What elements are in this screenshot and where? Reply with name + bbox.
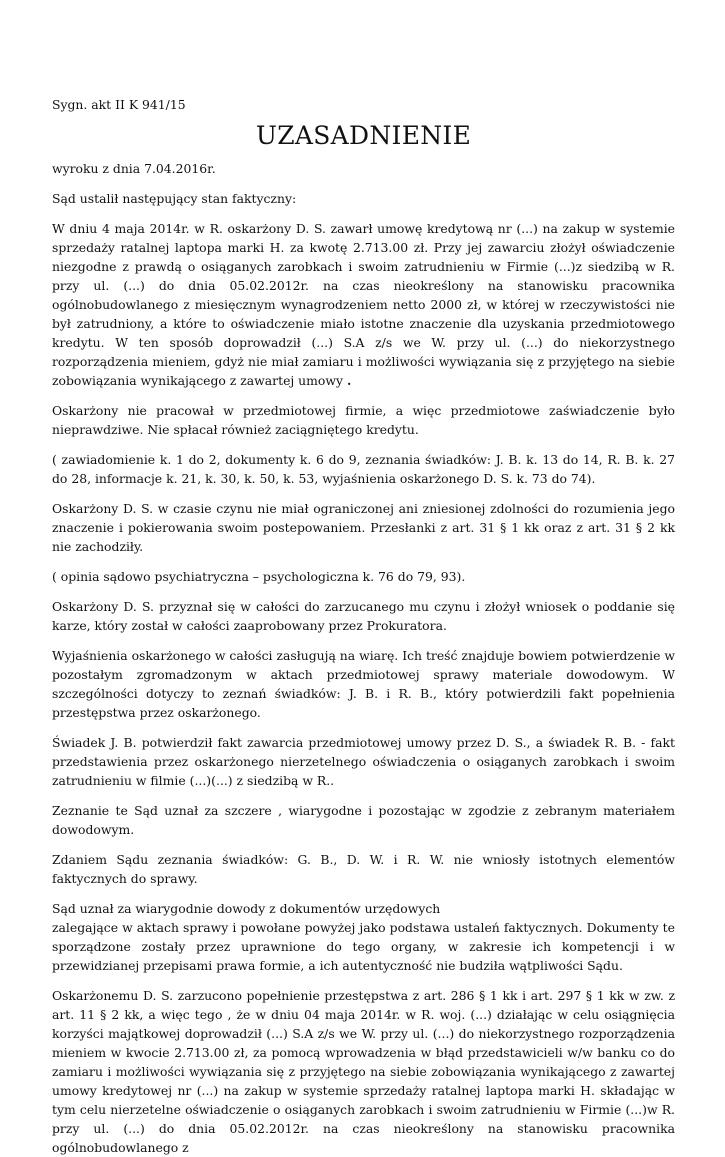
document-title: UZASADNIENIE (255, 121, 472, 150)
paragraph-witnesses: Świadek J. B. potwierdził fakt zawarcia przedmiotowej umowy przez D. S., a świadek R. B. - fakt przedstawienia przez oskarżonego nierzetelnego oświadczenia o osiąganych zarobkach i swoim zatrudnieniu w filmie (...)(...) z siedzibą w R.. (52, 735, 675, 788)
paragraph-charges: Oskarżonemu D. S. zarzucono popełnienie przestępstwa z art. 286 § 1 kk i art. 297 § 1 kk w zw. z art. 11 § 2 kk, a więc tego , że w dniu 04 maja 2014r. w R. woj. (...) działając w celu osiągnięcia korzyści majątkowej doprowadził (...) S.A z/s we W. przy ul. (...) do niekorzystnego rozporządzenia mieniem w kwocie 2.713.00 zł, za pomocą wprowadzenia w błąd przedstawicieli w/w banku co do zamiaru i możliwości wywiązania się z przyjętego na siebie zobowiązania wynikającego z zawartej umowy kredytowej nr (...) na zakup w systemie sprzedaży ratalnej laptopa marki H. składając w tym celu nierzetelne oświadczenie o osiąganych zarobkach i swoim zatrudnieniu w Firmie (...)w R. przy ul. (...) do dnia 05.02.2012r. na czas nieokreślony na stanowisku pracownika ogólnobudowlanego z (52, 988, 675, 1155)
paragraph-documents: zalegające w aktach sprawy i powołane powyżej jako podstawa ustaleń faktycznych. Dokumenty te sporządzone zostały przez uprawnione do tego organy, w zakresie ich kompetencji i w przewidzianej przepisami prawa formie, a ich autentyczność nie budziła wątpliwości Sądu. (52, 920, 675, 973)
case-signature: Sygn. akt II K 941/15 (52, 97, 186, 112)
paragraph-intro: Sąd ustalił następujący stan faktyczny: (52, 191, 297, 206)
paragraph-evidence-list: ( zawiadomienie k. 1 do 2, dokumenty k. 6 do 9, zeznania świadków: J. B. k. 13 do 14, R. B. k. 27 do 28, informacje k. 21, k. 30, k. 50, k. 53, wyjaśnienia oskarżonego D. S. k. 73 do 74). (52, 452, 675, 486)
paragraph-facts-text: W dniu 4 maja 2014r. w R. oskarżony D. S. zawarł umowę kredytową nr (...) na zakup w systemie sprzedaży ratalnej laptopa marki H. za kwotę 2.713.00 zł. Przy jej zawarciu złożył oświadczenie niezgodne z prawdą o osiąganych zarobkach i swoim zatrudnieniu w Firmie (...)z siedzibą w R. przy ul. (...) do dnia 05.02.2012r. na czas nieokreślony na stanowisku pracownika ogólnobudowlanego z miesięcznym wynagrodzeniem netto 2000 zł, w której w rzeczywistości nie był zatrudniony, a które to oświadczenie miało istotne znaczenie dla uzyskania przedmiotowego kredytu. W ten sposób doprowadził (...) S.A z/s we W. przy ul. (...) do niekorzystnego rozporządzenia mieniem, gdyż nie miał zamiaru i możliwości wywiązania się z przyjętego na siebie zobowiązania wynikającego z zawartej umowy (52, 221, 675, 388)
paragraph-testimony: Zeznanie te Sąd uznał za szczere , wiarygodne i pozostając w zgodzie z zebranym materiałem dowodowym. (52, 803, 675, 837)
paragraph-employment: Oskarżony nie pracował w przedmiotowej firmie, a więc przedmiotowe zaświadczenie było nieprawdziwe. Nie spłacał również zaciągniętego kredytu. (52, 403, 675, 437)
paragraph-plea: Oskarżony D. S. przyznał się w całości do zarzucanego mu czynu i złożył wniosek o poddanie się karze, który został w całości zaaprobowany przez Prokuratora. (52, 599, 675, 633)
paragraph-opinion: ( opinia sądowo psychiatryczna – psychologiczna k. 76 do 79, 93). (52, 569, 466, 584)
paragraph-sanity: Oskarżony D. S. w czasie czynu nie miał ograniczonej ani zniesionej zdolności do rozumienia jego znaczenie i pokierowania swoim postepowaniem. Przesłanki z art. 31 § 1 kk oraz z art. 31 § 2 kk nie zachodziły. (52, 501, 675, 554)
paragraph-facts (52, 219, 675, 390)
judgment-date: wyroku z dnia 7.04.2016r. (52, 161, 216, 176)
paragraph-documents-head: Sąd uznał za wiarygodnie dowody z dokumentów urzędowych (52, 901, 441, 916)
paragraph-credibility: Wyjaśnienia oskarżonego w całości zasługują na wiarę. Ich treść znajduje bowiem potwierdzenie w pozostałym zgromadzonym w aktach przedmiotowej sprawy materiale dowodowym. W szczególności dotyczy to zeznań świadków: J. B. i R. B., który potwierdzili fakt popełnienia przestępstwa przez oskarżonego. (52, 648, 675, 720)
paragraph-other-witnesses: Zdaniem Sądu zeznania świadków: G. B., D. W. i R. W. nie wniosły istotnych elementów faktycznych do sprawy. (52, 852, 675, 886)
paragraph-facts-end-mark: . (346, 373, 352, 388)
